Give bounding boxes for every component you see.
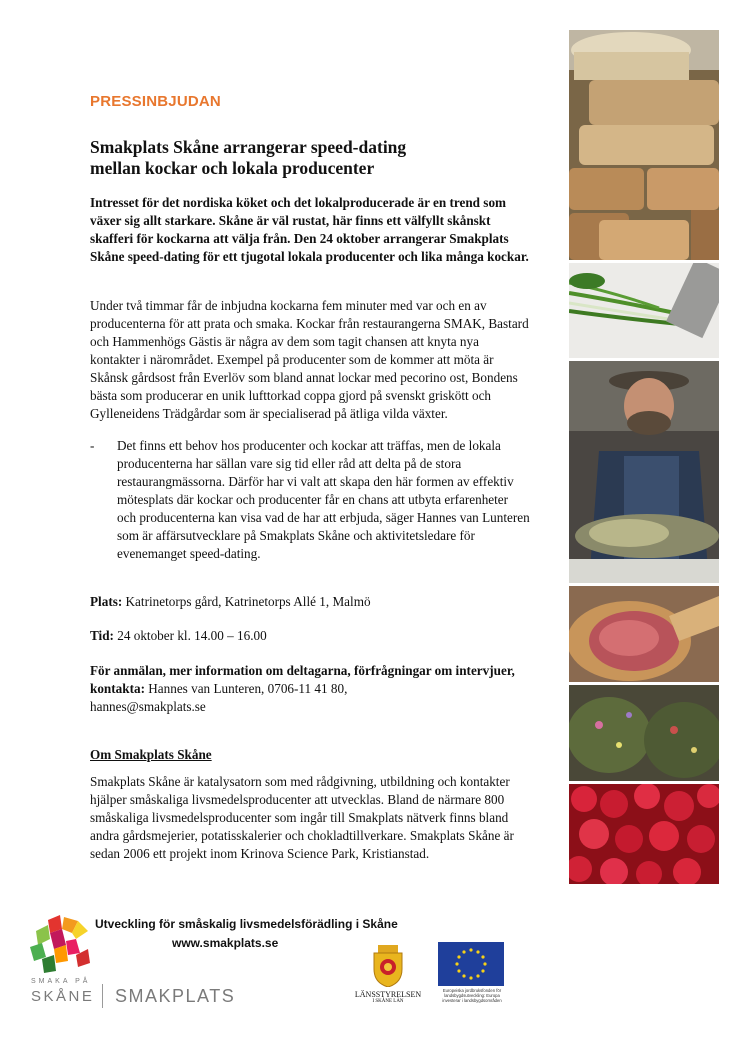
- herbs-illustration: [569, 263, 719, 358]
- plats-label: Plats:: [90, 594, 123, 609]
- contact-block: [90, 662, 530, 716]
- smakplats-logo-icon: [28, 915, 98, 977]
- tid-label: Tid:: [90, 628, 114, 643]
- logo-divider: [102, 984, 103, 1008]
- contact-email[interactable]: hannes@smakplats.se: [90, 699, 206, 714]
- title-line-1: Smakplats Skåne arrangerar speed-dating: [90, 137, 407, 157]
- eu-caption: Europeiska jordbruksfonden för landsbygdsutveckling: Europa investerar i landsbygdsområden: [442, 988, 502, 1003]
- cheese-illustration: [569, 30, 719, 260]
- photo-flower-cheese: [569, 685, 719, 781]
- body-paragraph: Under två timmar får de inbjudna kockarna fem minuter med var och en av producenterna för att prata och smaka. Kockar från restaurangerna SMAK, Bastard och Hammenhögs Gästis är några av dem som tagit chansen att knyta nya kontakter i närområdet. Exempel på producenter som de kommer att möta är Skånsk gårdsost från Everlöv som bland annat lockar med pecorino ost, Bondens bästa som producerar en unik lufttorkad coppa gjord på svenskt griskött och Gylleneidens Trädgårdar som är specialiserad på ätliga vilda växter.: [90, 298, 529, 421]
- photo-herbs: [569, 263, 719, 358]
- footer-url[interactable]: www.smakplats.se: [172, 936, 279, 950]
- plats-line: [90, 593, 530, 611]
- logo-smaka-pa: SMAKA PÅ: [31, 978, 91, 985]
- footer-tagline: Utveckling för småskalig livsmedelsförädling i Skåne: [95, 917, 398, 931]
- quote-text: Det finns ett behov hos producenter och kockar att träffas, men de lokala producenterna har sällan vare sig tid eller råd att delta på de stora restaurangmässorna. Därför har vi valt att skapa den här formen av effektiv mötesplats där kockar och producenter får en chans att utbyta erfarenheter och producenterna kan visa vad de har att erbjuda, säger Hannes van Lunteren som är affärsutvecklare på Smakplats Skåne och aktivitetsledare för evenemanget speed-dating.: [117, 438, 530, 561]
- lansstyrelsen-name: LÄNSSTYRELSEN: [354, 990, 422, 999]
- logo-skane: SKÅNE: [31, 988, 95, 1005]
- eu-flag-icon: [438, 942, 504, 986]
- flower-cheese-illustration: [569, 685, 719, 781]
- chef-illustration: [569, 361, 719, 583]
- raspberries-illustration: [569, 784, 719, 884]
- lansstyrelsen-crest-icon: [370, 945, 406, 987]
- page-title: [90, 137, 510, 179]
- ham-illustration: [569, 586, 719, 682]
- contact-label: För anmälan, mer information om deltagarna, förfrågningar om intervjuer, kontakta:: [90, 663, 515, 696]
- title-line-2: mellan kockar och lokala producenter: [90, 158, 375, 178]
- om-paragraph: Smakplats Skåne är katalysatorn som med rådgivning, utbildning och kontakter hjälper småskaliga livsmedelsproducenter att utvecklas. Bland de närmare 800 småskaliga livsmedelsproducenter som ingår till Smakplats nätverk finns bland andra gårdsmejerier, potatisskalerier och chokladtillverkare. Smakplats Skåne är sedan 2006 ett projekt inom Krinova Science Park, Kristianstad.: [90, 774, 514, 861]
- tid-value: 24 oktober kl. 14.00 – 16.00: [113, 628, 267, 643]
- plats-value: Katrinetorps gård, Katrinetorps Allé 1, Malmö: [122, 594, 371, 609]
- quote-item: [90, 437, 530, 563]
- photo-raspberries: [569, 784, 719, 884]
- om-heading: Om Smakplats Skåne: [90, 747, 212, 762]
- lead-paragraph: Intresset för det nordiska köket och det lokalproducerade är en trend som växer sig allt starkare. Skåne är väl rustat, här finns ett välfyllt skånskt skafferi för kockarna att välja från. Den 24 oktober arrangerar Smakplats Skåne speed-dating för ett tjugotal lokala producenter och lika många kockar.: [90, 195, 529, 264]
- kicker-pressinbjudan: PRESSINBJUDAN: [90, 93, 221, 110]
- photo-chef-with-fish: [569, 361, 719, 583]
- quote-dash: -: [90, 438, 95, 453]
- contact-value: Hannes van Lunteren, 0706-11 41 80,: [144, 681, 348, 696]
- photo-ham: [569, 586, 719, 682]
- lansstyrelsen-sub: I SKÅNE LÄN: [372, 999, 404, 1004]
- tid-line: [90, 627, 530, 645]
- logo-smakplats: SMAKPLATS: [115, 986, 236, 1006]
- photo-cheese-wheels: [569, 30, 719, 260]
